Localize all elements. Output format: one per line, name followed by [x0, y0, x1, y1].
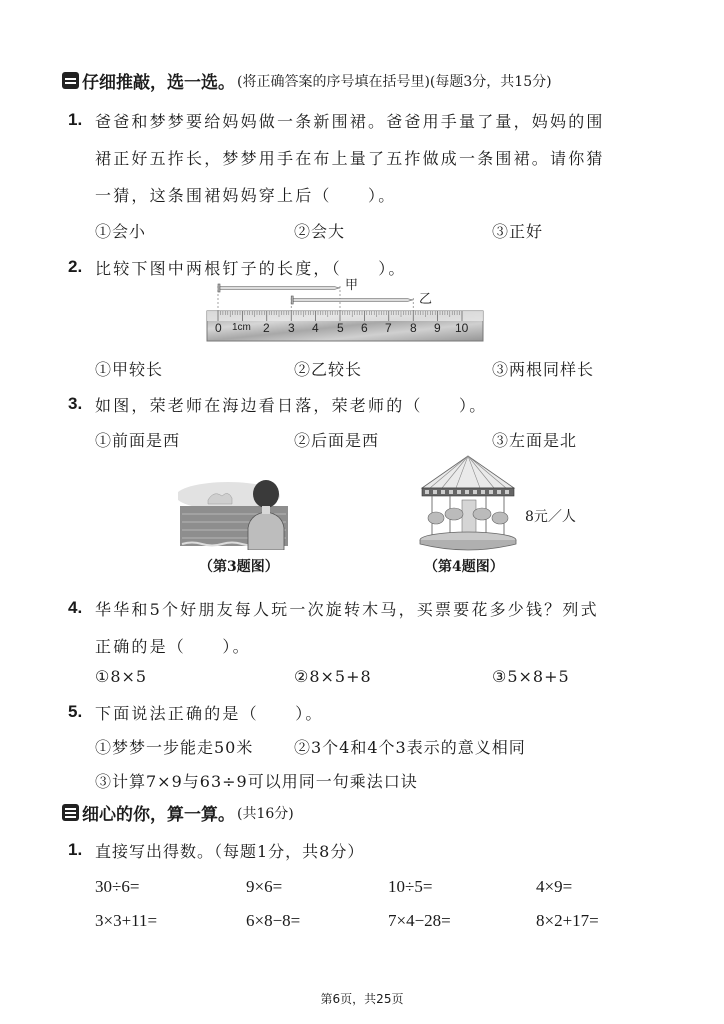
section-number-three-icon [62, 804, 79, 821]
option-2: ②8×5+8 [294, 667, 372, 686]
option-1: ①会小 [95, 222, 147, 241]
option-3: ③左面是北 [492, 431, 578, 450]
question-text-line: 比较下图中两根钉子的长度，（ ）。 [95, 259, 407, 278]
section-3-header [62, 800, 294, 825]
option-3: ③5×8+5 [492, 667, 570, 686]
nail-a [218, 284, 340, 292]
section-title: 细心的你，算一算。 [82, 805, 235, 825]
ruler-scale-labels: 0 1cm 2 3 4 5 6 7 8 9 10 [215, 321, 469, 335]
figure-4-caption: （第4题图） [424, 559, 504, 575]
question-number: 1. [68, 840, 83, 859]
section-title: 仔细推敲，选一选。 [82, 73, 235, 93]
section-2-header [62, 68, 552, 93]
question-text-line: 正确的是（ ）。 [95, 637, 251, 656]
option-2: ②3个4和4个3表示的意义相同 [294, 738, 526, 757]
question-number: 2. [68, 257, 83, 276]
question-number: 1. [68, 110, 83, 129]
nail-a-label: 甲 [345, 278, 359, 293]
option-2: ②会大 [294, 222, 346, 241]
calc-item: 8×2+17= [536, 911, 599, 930]
question-text-line: 直接写出得数。（每题1分，共8分） [95, 842, 365, 861]
question-text-line: 华华和5个好朋友每人玩一次旋转木马，买票要花多少钱？列式 [95, 600, 599, 619]
option-1: ①甲较长 [95, 360, 164, 379]
nail-b-label: 乙 [419, 292, 433, 307]
question-number: 3. [68, 394, 83, 413]
section-note: (将正确答案的序号填在括号里)(每题3分，共15分) [237, 73, 552, 90]
option-1: ①梦梦一步能走50米 [95, 738, 254, 757]
page-footer: 第6页，共25页 [320, 992, 404, 1006]
calc-item: 4×9= [536, 877, 573, 896]
question-text-line: 爸爸和梦梦要给妈妈做一条新围裙。爸爸用手量了量，妈妈的围 [95, 112, 605, 131]
ruler-nails-figure [200, 278, 490, 344]
question-text-line: 下面说法正确的是（ ）。 [95, 704, 324, 723]
option-1: ①前面是西 [95, 431, 181, 450]
calc-item: 7×4−28= [388, 911, 451, 930]
calc-item: 9×6= [246, 877, 283, 896]
option-2: ②后面是西 [294, 431, 380, 450]
section-number-two-icon [62, 72, 79, 89]
calc-item: 3×3+11= [95, 911, 158, 930]
calc-item: 10÷5= [388, 877, 433, 896]
option-1: ①8×5 [95, 667, 148, 686]
price-label: 8元／人 [525, 509, 576, 525]
figure-3-caption: （第3题图） [199, 559, 279, 575]
nail-b [291, 296, 413, 304]
question-text-line: 裙正好五拃长，梦梦用手在布上量了五拃做成一条围裙。请你猜 [95, 149, 605, 168]
option-2: ②乙较长 [294, 360, 363, 379]
option-3: ③计算7×9与63÷9可以用同一句乘法口诀 [95, 772, 418, 791]
question-number: 4. [68, 598, 83, 617]
calc-item: 6×8−8= [246, 911, 301, 930]
question-text-line: 一猜，这条围裙妈妈穿上后（ ）。 [95, 186, 397, 205]
option-3: ③两根同样长 [492, 360, 595, 379]
section-note: (共16分) [237, 805, 294, 822]
sunset-sea-illustration [178, 476, 290, 550]
carousel-illustration [416, 452, 521, 552]
calc-item: 30÷6= [95, 877, 140, 896]
question-text-line: 如图，荣老师在海边看日落，荣老师的（ ）。 [95, 396, 488, 415]
option-3: ③正好 [492, 222, 544, 241]
question-number: 5. [68, 702, 83, 721]
